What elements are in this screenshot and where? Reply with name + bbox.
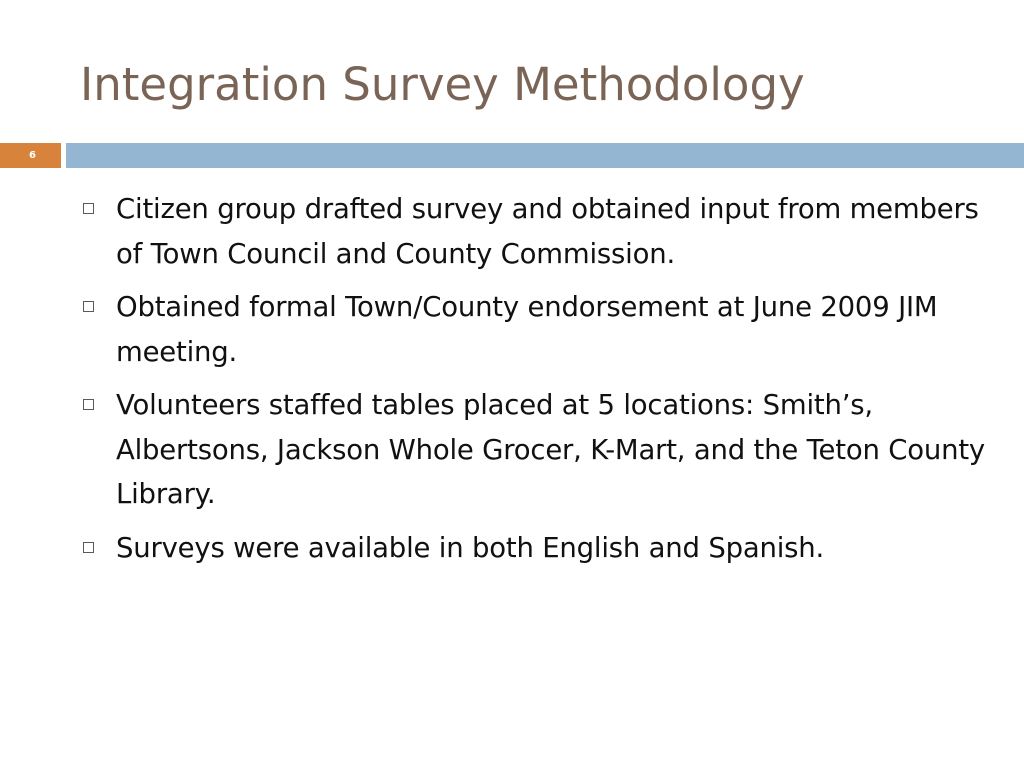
list-item [80,187,985,276]
hollow-square-bullet-icon [83,399,94,410]
list-item [80,526,985,571]
title-accent-bar [66,143,1024,168]
hollow-square-bullet-icon [83,301,94,312]
bullet-text: Volunteers staffed tables placed at 5 locations: Smith’s, Albertsons, Jackson Whole Grocer, K-Mart, and the Teton County Library. [116,389,985,510]
list-item [80,285,985,374]
bullet-text: Obtained formal Town/County endorsement at June 2009 JIM meeting. [116,291,938,368]
hollow-square-bullet-icon [83,203,94,214]
bullet-text: Citizen group drafted survey and obtained input from members of Town Council and County Commission. [116,193,979,270]
page-number-badge: 6 [0,143,61,168]
hollow-square-bullet-icon [83,542,94,553]
bullet-list [80,187,985,579]
bullet-text: Surveys were available in both English and Spanish. [116,531,825,564]
slide-title: Integration Survey Methodology [80,58,805,111]
list-item [80,383,985,517]
